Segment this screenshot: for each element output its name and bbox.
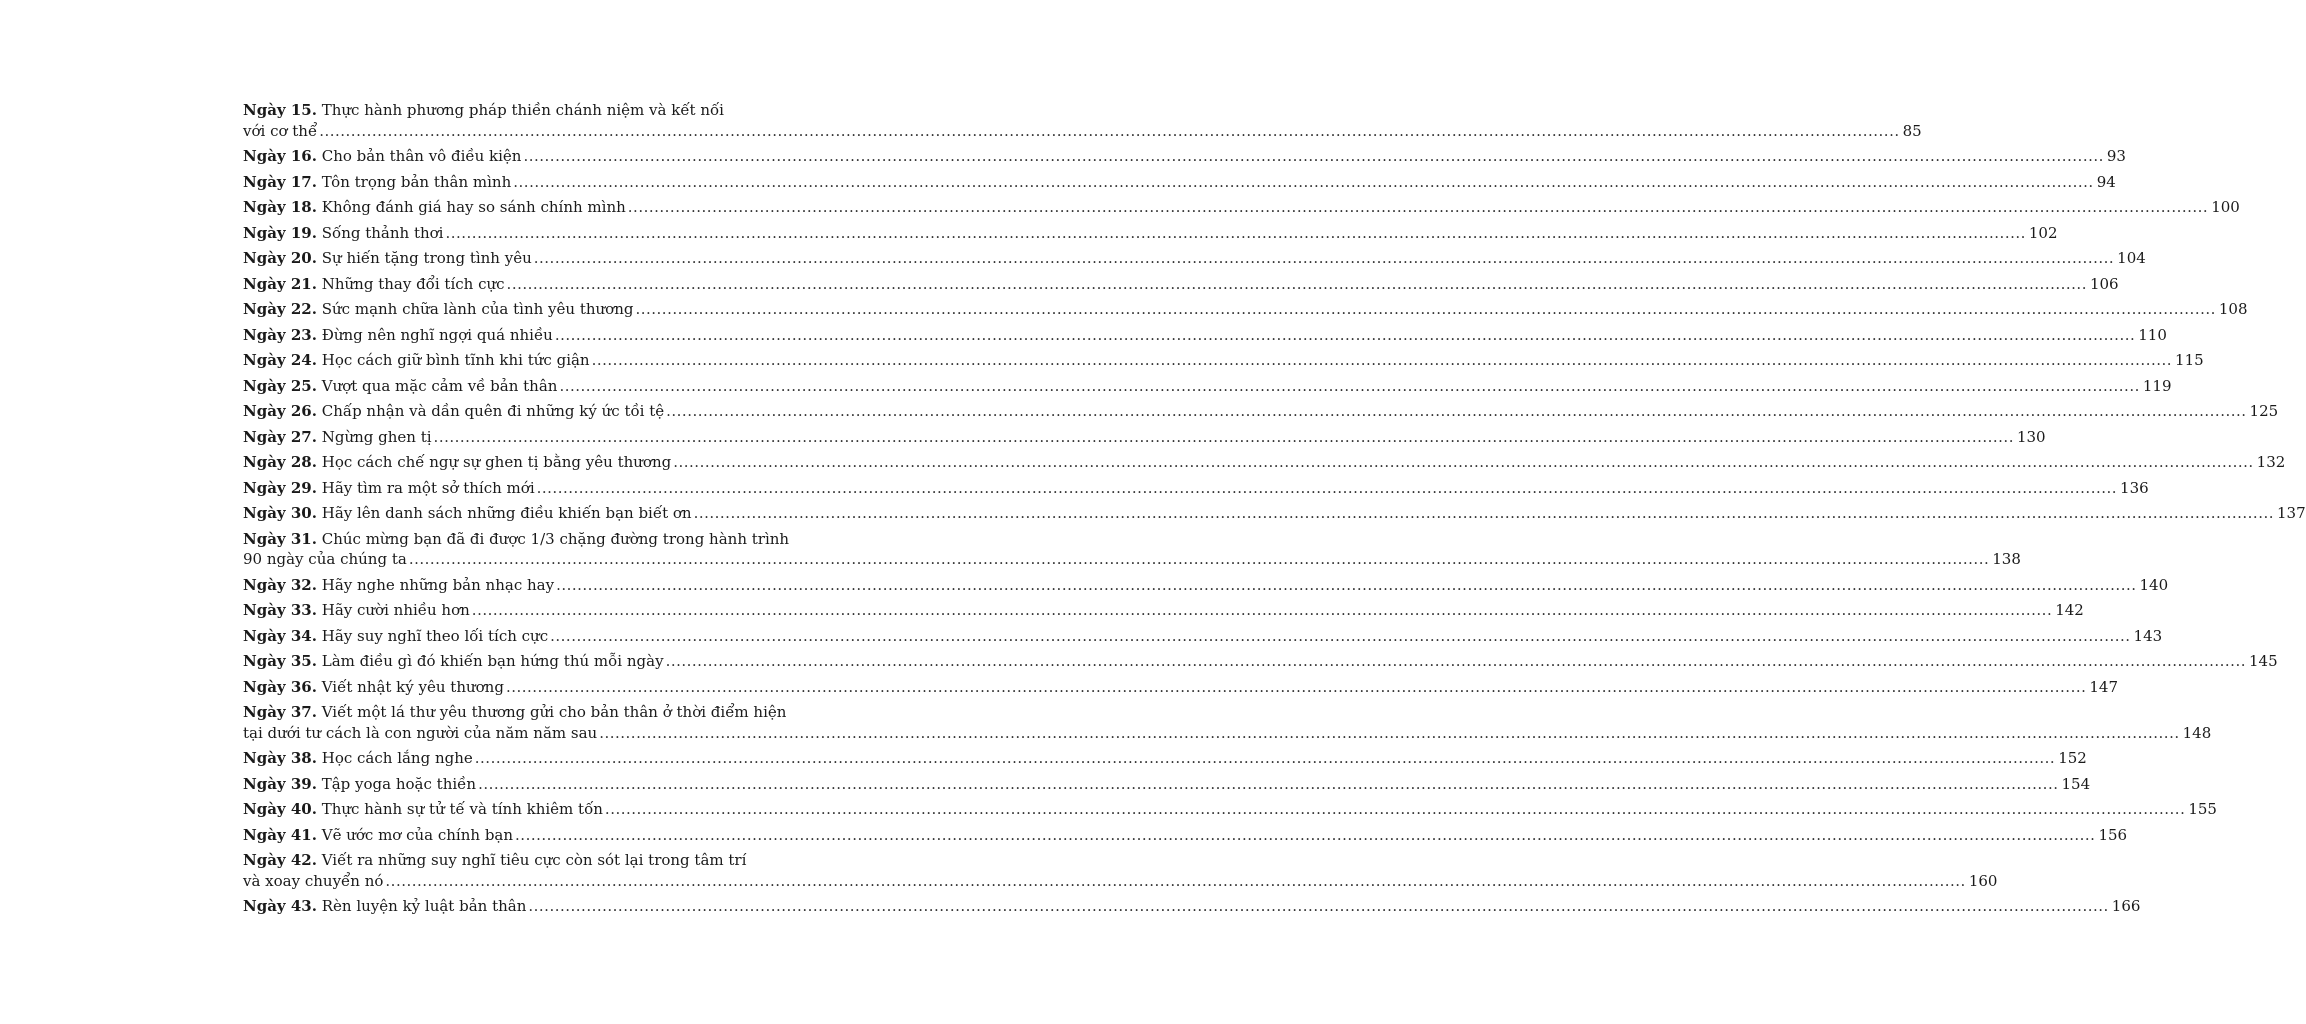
toc-entry-text [243,896,526,917]
page-number: 160 [1968,871,1998,890]
day-label: Ngày 15. [243,101,317,119]
dot-leader: ............................................................................................................................................................................................................................................................................................................ [533,249,2115,267]
toc-leader-line [243,274,2119,295]
toc-leader-line [243,896,2141,917]
page-number: 100 [2211,198,2240,216]
chapter-title: Học cách giữ bình tĩnh khi tức giận [321,351,590,369]
toc-leader-line [243,677,2119,698]
dot-leader: ............................................................................................................................................................................................................................................................................................................ [635,300,2216,318]
chapter-title: Hãy lên danh sách những điều khiến bạn biết ơn [321,504,692,522]
chapter-title: Tôn trọng bản thân mình [321,172,512,191]
toc-leader-line [243,350,2204,371]
toc-leader-line [243,651,2278,672]
toc-leader-line [243,748,2087,769]
toc-entry-text [243,748,473,769]
chapter-title-continued: với cơ thể [243,121,318,140]
day-label: Ngày 34. [243,626,317,645]
toc-entry-first-line [243,702,787,723]
page-number: 85 [1902,121,1922,140]
day-label: Ngày 18. [243,198,317,216]
page-number: 110 [2138,325,2167,344]
toc-entry-text [243,799,603,820]
page-number: 148 [2182,723,2212,742]
toc-entry-text [243,774,476,795]
chapter-title: Không đánh giá hay so sánh chính mình [321,198,626,216]
toc-entry [243,651,2278,672]
toc-entry-text [243,299,633,320]
toc-entry [243,427,2046,448]
toc-leader-line [243,723,2212,744]
chapter-title: Vẽ ước mơ của chính bạn [321,825,514,844]
toc-entry-text [243,600,470,621]
dot-leader: ............................................................................................................................................................................................................................................................................................................ [319,121,1900,140]
page-number: 155 [2188,800,2217,818]
day-label: Ngày 31. [243,529,317,548]
page-number: 132 [2256,453,2286,471]
toc-leader-line [243,575,2169,596]
page-number: 142 [2055,601,2084,619]
chapter-title: Thực hành sự tử tế và tính khiêm tốn [321,800,603,818]
day-label: Ngày 23. [243,325,317,344]
toc-entry [243,626,2163,647]
page-number: 138 [1992,550,2021,568]
toc-entry-text [243,274,505,295]
chapter-title: Thực hành phương pháp thiền chánh niệm và kết nối [321,101,724,119]
page-number: 152 [2058,749,2087,767]
toc-entry [243,529,2021,570]
toc-entry [243,575,2169,596]
day-label: Ngày 24. [243,351,317,369]
dot-leader: ............................................................................................................................................................................................................................................................................................................ [478,774,2059,793]
page-number: 154 [2061,774,2091,793]
page-number: 104 [2117,249,2146,267]
toc-leader-line [243,427,2046,448]
page-number: 125 [2249,402,2279,420]
page-number: 119 [2142,376,2172,395]
dot-leader: ............................................................................................................................................................................................................................................................................................................ [550,626,2131,645]
page-number: 130 [2016,427,2046,446]
dot-leader: ............................................................................................................................................................................................................................................................................................................ [385,871,1966,890]
day-label: Ngày 43. [243,897,317,915]
day-label: Ngày 20. [243,249,317,267]
toc-leader-line [243,600,2084,621]
chapter-title-continued: và xoay chuyển nó [243,871,384,890]
toc-entry [243,702,2212,743]
toc-entry [243,799,2217,820]
toc-leader-line [243,146,2126,167]
day-label: Ngày 16. [243,147,317,165]
dot-leader: ............................................................................................................................................................................................................................................................................................................ [513,172,2094,191]
page-number: 166 [2111,897,2141,915]
toc-entry [243,172,2116,193]
chapter-title: Hãy tìm ra một sở thích mới [321,478,535,497]
toc-entry-text [243,350,590,371]
dot-leader: ............................................................................................................................................................................................................................................................................................................ [408,550,1990,568]
chapter-title: Rèn luyện kỷ luật bản thân [321,897,527,915]
toc-entry [243,600,2084,621]
chapter-title: Cho bản thân vô điều kiện [321,147,522,165]
toc-entry [243,248,2146,269]
dot-leader: ............................................................................................................................................................................................................................................................................................................ [673,453,2254,471]
page-number: 94 [2096,172,2116,191]
toc-entry-text [243,172,511,193]
dot-leader: ............................................................................................................................................................................................................................................................................................................ [559,376,2140,395]
toc-entry-text [243,401,664,422]
toc-entry [243,274,2119,295]
chapter-title: Viết ra những suy nghĩ tiêu cực còn sót lại trong tâm trí [321,851,747,869]
chapter-title: Học cách lắng nghe [321,749,473,767]
toc-leader-line [243,503,2306,524]
toc-leader-line [243,549,2021,570]
chapter-title: Sức mạnh chữa lành của tình yêu thương [321,300,634,318]
toc-entry-text [243,146,521,167]
page-number: 147 [2089,677,2119,696]
toc-entry-first-line [243,100,762,121]
toc-leader-line [243,197,2240,218]
day-label: Ngày 35. [243,652,317,670]
page-number: 102 [2028,223,2058,242]
chapter-title: Sống thảnh thơi [321,223,444,242]
day-label: Ngày 37. [243,703,317,721]
toc-entry [243,896,2141,917]
chapter-title: Hãy cười nhiều hơn [321,601,470,619]
toc-entry [243,774,2091,795]
toc-entry [243,478,2149,499]
toc-entry [243,850,1998,891]
dot-leader: ............................................................................................................................................................................................................................................................................................................ [554,325,2136,344]
chapter-title: Những thay đổi tích cực [321,274,505,293]
day-label: Ngày 17. [243,172,317,191]
toc-entry-text [243,677,504,698]
day-label: Ngày 27. [243,427,317,446]
toc-entry [243,748,2087,769]
toc-leader-line [243,248,2146,269]
day-label: Ngày 29. [243,478,317,497]
toc-entry-text [243,452,671,473]
dot-leader: ............................................................................................................................................................................................................................................................................................................ [627,198,2209,216]
toc-entry-text [243,197,626,218]
dot-leader: ............................................................................................................................................................................................................................................................................................................ [599,723,2180,742]
toc-entry [243,146,2126,167]
toc-entry-text [243,376,557,397]
day-label: Ngày 30. [243,504,317,522]
day-label: Ngày 21. [243,274,317,293]
chapter-title: Chấp nhận và dần quên đi những ký ức tồi tệ [321,402,665,420]
toc-entry [243,299,2248,320]
day-label: Ngày 25. [243,376,317,395]
chapter-title-continued: 90 ngày của chúng ta [243,550,407,568]
chapter-title: Tập yoga hoặc thiền [321,774,477,793]
dot-leader: ............................................................................................................................................................................................................................................................................................................ [665,652,2246,670]
toc-leader-line [243,825,2128,846]
toc-entry [243,401,2279,422]
dot-leader: ............................................................................................................................................................................................................................................................................................................ [505,677,2087,696]
toc-leader-line [243,223,2058,244]
toc-entry [243,223,2058,244]
dot-leader: ............................................................................................................................................................................................................................................................................................................ [506,274,2087,293]
toc-entry [243,197,2240,218]
toc-leader-line [243,478,2149,499]
page-number: 115 [2175,351,2204,369]
toc-entry-text [243,478,535,499]
toc-leader-line [243,774,2091,795]
toc-leader-line [243,325,2167,346]
page-number: 140 [2139,575,2169,594]
chapter-title-continued: tại dưới tư cách là con người của năm năm sau [243,723,598,742]
page-number: 156 [2098,825,2128,844]
day-label: Ngày 32. [243,575,317,594]
toc-entry-text [243,427,432,448]
chapter-title: Vượt qua mặc cảm về bản thân [321,376,558,395]
chapter-title: Viết một lá thư yêu thương gửi cho bản thân ở thời điểm hiện [321,703,787,721]
chapter-title: Sự hiến tặng trong tình yêu [321,249,532,267]
day-label: Ngày 39. [243,774,317,793]
dot-leader: ............................................................................................................................................................................................................................................................................................................ [523,147,2104,165]
chapter-title: Đừng nên nghĩ ngợi quá nhiều [321,325,553,344]
toc-entry [243,452,2286,473]
toc-leader-line [243,401,2279,422]
toc-leader-line [243,626,2163,647]
page-number: 143 [2133,626,2163,645]
chapter-title: Hãy nghe những bản nhạc hay [321,575,555,594]
day-label: Ngày 41. [243,825,317,844]
toc-entry [243,100,1922,141]
day-label: Ngày 42. [243,851,317,869]
page-number: 136 [2120,478,2149,497]
toc-entry [243,825,2128,846]
toc-leader-line [243,452,2286,473]
dot-leader: ............................................................................................................................................................................................................................................................................................................ [445,223,2026,242]
toc-leader-line [243,799,2217,820]
page-number: 108 [2218,300,2248,318]
page-number: 145 [2248,652,2278,670]
dot-leader: ............................................................................................................................................................................................................................................................................................................ [471,601,2053,619]
toc-leader-line [243,299,2248,320]
day-label: Ngày 38. [243,749,317,767]
toc-leader-line [243,121,1922,142]
chapter-title: Viết nhật ký yêu thương [321,677,504,696]
dot-leader: ............................................................................................................................................................................................................................................................................................................ [536,478,2118,497]
toc-entry [243,677,2119,698]
table-of-contents [243,100,2306,922]
toc-entry [243,376,2172,397]
day-label: Ngày 33. [243,601,317,619]
chapter-title: Làm điều gì đó khiến bạn hứng thú mỗi ngày [321,652,664,670]
day-label: Ngày 19. [243,223,317,242]
day-label: Ngày 28. [243,453,317,471]
dot-leader: ............................................................................................................................................................................................................................................................................................................ [556,575,2137,594]
day-label: Ngày 36. [243,677,317,696]
toc-leader-line [243,376,2172,397]
toc-entry [243,325,2167,346]
day-label: Ngày 22. [243,300,317,318]
toc-entry-text [243,223,443,244]
chapter-title: Ngừng ghen tị [321,427,432,446]
toc-entry-text [243,503,692,524]
toc-entry-first-line [243,850,762,871]
dot-leader: ............................................................................................................................................................................................................................................................................................................ [591,351,2173,369]
day-label: Ngày 40. [243,800,317,818]
dot-leader: ............................................................................................................................................................................................................................................................................................................ [666,402,2247,420]
page-number: 93 [2106,147,2126,165]
toc-entry-text [243,626,548,647]
dot-leader: ............................................................................................................................................................................................................................................................................................................ [515,825,2096,844]
dot-leader: ............................................................................................................................................................................................................................................................................................................ [604,800,2186,818]
day-label: Ngày 26. [243,402,317,420]
toc-entry-text [243,248,532,269]
toc-entry-text [243,325,553,346]
dot-leader: ............................................................................................................................................................................................................................................................................................................ [693,504,2274,522]
chapter-title: Hãy suy nghĩ theo lối tích cực [321,626,549,645]
toc-entry-text [243,825,513,846]
dot-leader: ............................................................................................................................................................................................................................................................................................................ [474,749,2056,767]
toc-entry-text [243,651,664,672]
dot-leader: ............................................................................................................................................................................................................................................................................................................ [528,897,2109,915]
page-number: 106 [2089,274,2119,293]
chapter-title: Học cách chế ngự sự ghen tị bằng yêu thương [321,453,672,471]
toc-entry-first-line [243,529,790,550]
toc-entry-text [243,575,554,596]
toc-leader-line [243,172,2116,193]
chapter-title: Chúc mừng bạn đã đi được 1/3 chặng đường trong hành trình [321,529,790,548]
toc-entry [243,350,2204,371]
dot-leader: ............................................................................................................................................................................................................................................................................................................ [433,427,2014,446]
page-number: 137 [2277,504,2306,522]
toc-entry [243,503,2306,524]
toc-leader-line [243,871,1998,892]
